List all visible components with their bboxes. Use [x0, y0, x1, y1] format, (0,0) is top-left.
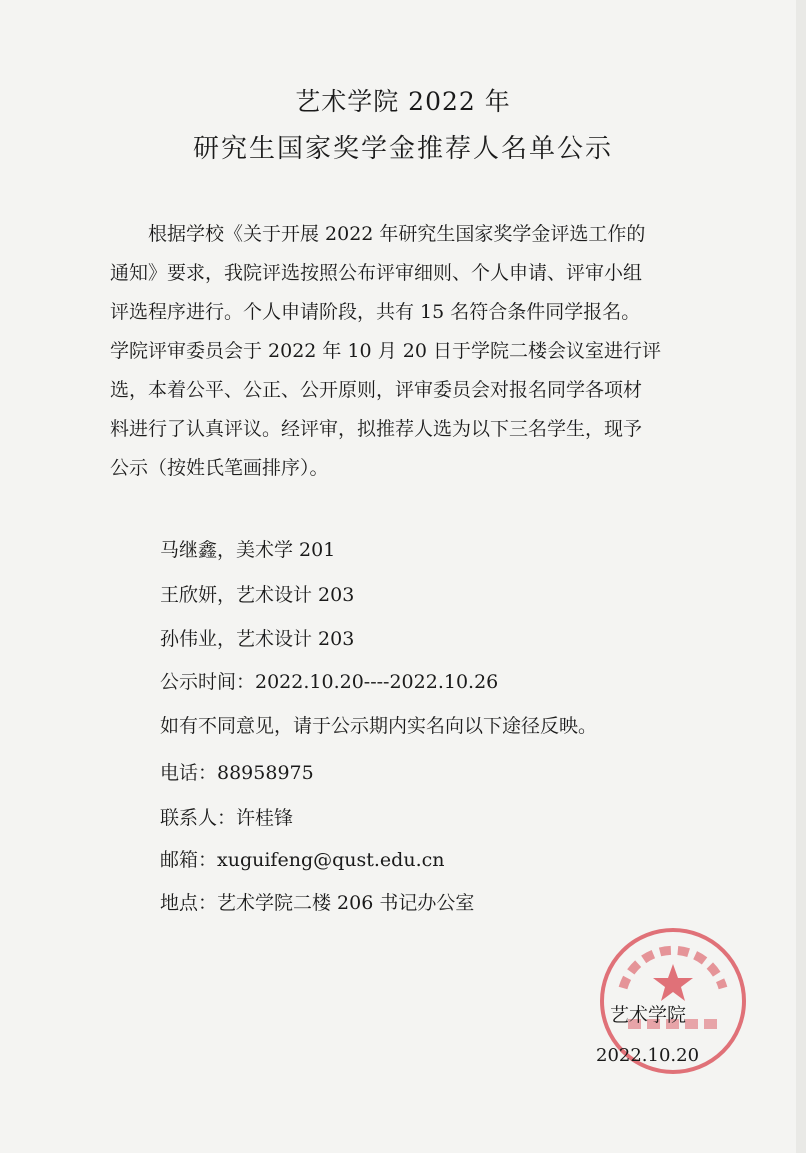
signature-date: 2022.10.20 — [596, 1045, 700, 1066]
body-line: 选，本着公平、公正、公开原则，评审委员会对报名同学各项材 — [110, 379, 643, 401]
body-paragraph — [110, 215, 700, 488]
body-line: 公示（按姓氏笔画排序）。 — [110, 457, 329, 479]
body-line: 根据学校《关于开展 2022 年研究生国家奖学金评选工作的 — [110, 223, 646, 245]
objection-note: 如有不同意见，请于公示期内实名向以下途径反映。 — [160, 715, 598, 737]
candidate-item: 王欣妍，艺术设计 203 — [160, 584, 355, 606]
publicity-period: 公示时间：2022.10.20----2022.10.26 — [160, 671, 499, 693]
body-line: 料进行了认真评议。经评审，拟推荐人选为以下三名学生，现予 — [110, 418, 643, 440]
contact-phone: 电话：88958975 — [160, 762, 314, 784]
contact-email: 邮箱：xuguifeng@qust.edu.cn — [160, 849, 445, 871]
signature-unit: 艺术学院 — [610, 1004, 687, 1026]
candidate-item: 孙伟业，艺术设计 203 — [160, 628, 355, 650]
candidate-item: 马继鑫，美术学 201 — [160, 539, 336, 561]
page-edge — [796, 0, 806, 1153]
document-title-line2: 研究生国家奖学金推荐人名单公示 — [192, 134, 613, 164]
body-line: 评选程序进行。个人申请阶段，共有 15 名符合条件同学报名。 — [110, 301, 641, 323]
seal-star-icon — [653, 964, 693, 1001]
contact-person: 联系人：许桂锋 — [160, 807, 294, 829]
document-title-line1: 艺术学院 2022 年 — [295, 87, 511, 116]
body-line: 通知》要求，我院评选按照公布评审细则、个人申请、评审小组 — [110, 262, 643, 284]
contact-location: 地点：艺术学院二楼 206 书记办公室 — [160, 892, 475, 914]
body-line: 学院评审委员会于 2022 年 10 月 20 日于学院二楼会议室进行评 — [110, 340, 661, 362]
